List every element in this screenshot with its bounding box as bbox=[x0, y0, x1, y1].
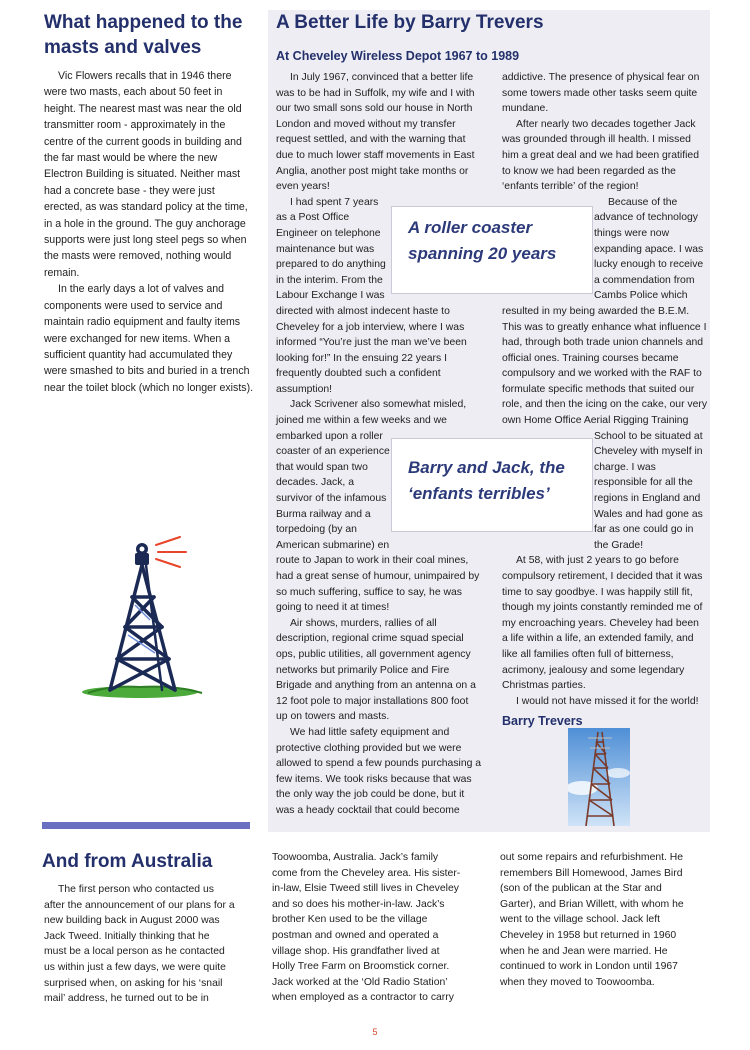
text-line: Brigade and anything from an antenna on a bbox=[276, 680, 476, 692]
text-line: Labour Exchange I was bbox=[276, 290, 385, 302]
text-line: few items. We took risks because that was bbox=[276, 773, 472, 785]
text-line: Christmas parties. bbox=[502, 680, 586, 692]
text-line: I would not have missed it for the world! bbox=[516, 695, 699, 707]
australia-column-1 bbox=[44, 882, 266, 1007]
text-line: Jack worked at the ‘Old Radio Station’ bbox=[272, 976, 448, 988]
text-line: coaster of an experience bbox=[276, 446, 390, 458]
text-line: the only way the job could be done, but it bbox=[276, 789, 465, 801]
text-line: compulsory and we worked with the RAF to bbox=[502, 368, 702, 380]
text-line: Wales and had gone as bbox=[594, 508, 703, 520]
text-line: so much suffering, suffice to say, he was bbox=[276, 586, 462, 598]
article-paragraph bbox=[502, 70, 710, 117]
text-line: us within just a few days, we were quite bbox=[44, 961, 226, 973]
text-line: charge. I was bbox=[594, 461, 656, 473]
text-line: acrimony, jealousy and some legendary bbox=[502, 664, 685, 676]
article-paragraph bbox=[502, 694, 710, 710]
article-title: A Better Life by Barry Trevers bbox=[276, 12, 544, 33]
text-line: resulted in my being awarded the B.E.M. bbox=[502, 305, 690, 317]
text-line: and so does his mother-in-law. Jack’s bbox=[272, 898, 445, 910]
text-line: remembers Bill Homewood, James Bird bbox=[500, 867, 683, 879]
text-line: new building back in August 2000 was bbox=[44, 915, 220, 927]
pull-quote-line: ‘enfants terribles’ bbox=[408, 484, 550, 503]
section-divider bbox=[42, 822, 250, 829]
text-line: come from the Cheveley area. His sister- bbox=[272, 867, 461, 879]
text-line: addictive. The presence of physical fear on bbox=[502, 72, 700, 83]
text-line: ops, public utilities, all government agency bbox=[276, 648, 471, 660]
text-line: Cheveley with myself in bbox=[594, 446, 703, 458]
text-line: torpedoing (by an bbox=[276, 524, 357, 536]
text-line: when they moved to Toowoomba. bbox=[500, 976, 655, 988]
text-line: Burma railway and a bbox=[276, 508, 371, 520]
text-line: my encroaching years. Cheveley had been bbox=[502, 617, 699, 629]
article-paragraph bbox=[502, 553, 710, 693]
text-line: Jack Tweed. Initially thinking that he bbox=[44, 930, 210, 942]
text-line: After nearly two decades together Jack bbox=[516, 118, 696, 130]
text-line: out some repairs and refurbishment. He bbox=[500, 852, 684, 863]
pull-quote-line: spanning 20 years bbox=[408, 244, 557, 263]
text-line: in-law, Elsie Tweed still lives in Cheveley bbox=[272, 883, 459, 895]
text-line: description, regional crime squad special bbox=[276, 633, 464, 645]
text-line: compulsory retirement, I decided that it was bbox=[502, 571, 703, 582]
text-line: London and moved without my transfer bbox=[276, 118, 456, 130]
text-line: far as one could go in bbox=[594, 524, 694, 536]
text-line: The first person who contacted us bbox=[58, 884, 214, 895]
article-paragraph bbox=[276, 725, 498, 819]
text-line: mail’ address, he turned out to be in bbox=[44, 993, 209, 1005]
text-line: frequently doubted such a confident bbox=[276, 368, 441, 380]
radio-mast-cartoon-icon bbox=[80, 535, 210, 705]
text-line: looking for!” In the ensuing 22 years I bbox=[276, 352, 447, 364]
masts-body bbox=[44, 68, 254, 396]
text-line: protective clothing provided but we were bbox=[276, 742, 462, 754]
text-line: Cheveley for a job interview, where I was bbox=[276, 321, 465, 333]
text-line: advance of technology bbox=[594, 212, 698, 224]
author-signature: Barry Trevers bbox=[502, 714, 583, 729]
text-line: regions in England and bbox=[594, 493, 701, 505]
text-line: in the interim. From the bbox=[276, 274, 383, 286]
text-line: maintenance but was bbox=[276, 243, 375, 255]
article-paragraph bbox=[276, 616, 498, 725]
text-line: even years! bbox=[276, 181, 330, 193]
text-line: going to need it at times! bbox=[276, 602, 390, 614]
text-line: surprised when, on asking for his ‘snail bbox=[44, 977, 223, 989]
text-line: networks but primarily Police and Fire bbox=[276, 664, 450, 676]
text-line: joined me within a few weeks and we bbox=[276, 415, 447, 427]
text-line: Holly Tree Farm on Broomstick corner. bbox=[272, 961, 450, 973]
article-paragraph bbox=[502, 117, 710, 195]
text-line: ‘enfants terrible’ of the region! bbox=[502, 181, 639, 193]
text-line: Garter), and Brian Willett, with whom he bbox=[500, 898, 684, 910]
australia-column-2 bbox=[272, 850, 494, 1006]
text-line: was to be had in Suffolk, my wife and I with bbox=[276, 87, 475, 99]
text-line: Jack Scrivener also somewhat misled, bbox=[290, 399, 467, 411]
text-line: role, and then the icing on the cake, our very bbox=[502, 399, 708, 411]
text-line: 12 foot pole to major installations 800 foot bbox=[276, 695, 469, 707]
text-line: informed “You’re just the man we’ve been bbox=[276, 337, 467, 349]
masts-title-line: What happened to the bbox=[44, 12, 243, 33]
text-line: as a Post Office bbox=[276, 212, 350, 224]
text-line: official ones. Training courses became bbox=[502, 352, 679, 364]
masts-title-line: masts and valves bbox=[44, 37, 202, 58]
text-line: had a great sense of humour, unimpaired by bbox=[276, 571, 480, 582]
text-line: American submarine) en bbox=[276, 539, 390, 551]
masts-section bbox=[44, 10, 254, 396]
australia-column-3 bbox=[500, 850, 715, 990]
text-line: Engineer on telephone bbox=[276, 227, 381, 239]
text-line: In July 1967, convinced that a better life bbox=[290, 72, 474, 83]
text-line: a life within a life, an extended family, and bbox=[502, 633, 694, 645]
text-line: time to say goodbye. I was happily still fit, bbox=[502, 586, 693, 598]
text-line: went to the village school. Jack left bbox=[500, 914, 660, 926]
text-line: the Grade! bbox=[594, 539, 644, 551]
masts-title bbox=[44, 10, 254, 60]
text-line: At 58, with just 2 years to go before bbox=[516, 555, 679, 567]
text-line: expanding apace. I was bbox=[594, 243, 704, 255]
text-line: I had spent 7 years bbox=[290, 196, 379, 208]
text-line: We had little safety equipment and bbox=[290, 726, 450, 738]
masts-paragraph: Vic Flowers recalls that in 1946 there were two masts, each about 50 feet in height. The nearest mast was near the old transmitter room - approximately in the centre of the current goods in building and the far mast would be where the new Electron Building is situated. Neither mast had a concrete base - they were just erected, as was standard policy at the time, in a hole in the ground. The guy anchorage supports were just long steel pegs so when the masts were removed, nothing would remain. bbox=[44, 70, 248, 279]
pull-quote-line: A roller coaster bbox=[408, 218, 533, 237]
text-line: assumption! bbox=[276, 383, 333, 395]
article-subtitle: At Cheveley Wireless Depot 1967 to 1989 bbox=[276, 49, 520, 63]
text-line: up on towers and masts. bbox=[276, 711, 390, 723]
text-line: request settled, and with the warning that bbox=[276, 134, 466, 146]
text-line: after the announcement of our plans for a bbox=[44, 899, 235, 911]
text-line: must be a local person as he contacted bbox=[44, 946, 225, 958]
text-line: though my joints constantly reminded me of bbox=[502, 602, 703, 614]
text-line: continued to work in London until 1967 bbox=[500, 961, 678, 973]
pull-quote-line: Barry and Jack, the bbox=[408, 458, 565, 477]
text-line: Cambs Police which bbox=[594, 290, 688, 302]
text-line: This was to greatly enhance what influence I bbox=[502, 321, 707, 333]
text-line: lucky enough to receive bbox=[594, 259, 704, 271]
text-line: a commendation from bbox=[594, 274, 695, 286]
text-line: village shop. His grandfather lived at bbox=[272, 945, 440, 957]
text-line: School to be situated at bbox=[594, 430, 703, 442]
text-line: (son of the publican at the Star and bbox=[500, 883, 662, 895]
text-line: had, through both trade union channels and bbox=[502, 337, 704, 349]
text-line: was a heady cocktail that could become bbox=[276, 804, 460, 816]
text-line: him a great deal and we had been gratified bbox=[502, 149, 699, 161]
text-line: Cheveley in 1958 but returned in 1960 bbox=[500, 929, 677, 941]
text-line: decades. Jack, a bbox=[276, 477, 354, 489]
text-line: like all families often full of bitterness, bbox=[502, 648, 674, 660]
article-column-2 bbox=[502, 70, 710, 731]
masts-paragraph: In the early days a lot of valves and components were used to service and maintain radio equipment and faulty items were exchanged for new items. When a sufficient quantity had accumulated they were smashed to bits and buried in a trench near the toilet block (which no longer exists). bbox=[44, 283, 254, 394]
text-line: own Home Office Aerial Rigging Training bbox=[502, 415, 689, 427]
text-line: our two small sons sold our house in North bbox=[276, 103, 473, 115]
pull-quote bbox=[391, 206, 593, 294]
text-line: survivor of the infamous bbox=[276, 493, 387, 505]
text-line: due to much lower staff movements in East bbox=[276, 149, 475, 161]
lattice-tower-photo-icon bbox=[568, 728, 630, 826]
text-line: directed with almost indecent haste to bbox=[276, 305, 450, 317]
text-line: Because of the bbox=[608, 196, 678, 208]
text-line: allowed to spend a few pounds purchasing a bbox=[276, 758, 482, 770]
text-line: things were now bbox=[594, 227, 670, 239]
text-line: Anglia, another post might take months or bbox=[276, 165, 469, 177]
text-line: postman and owned and operated a bbox=[272, 929, 439, 941]
text-line: that would span two bbox=[276, 461, 368, 473]
text-line: Toowoomba, Australia. Jack’s family bbox=[272, 852, 439, 863]
page-number: 5 bbox=[372, 1027, 378, 1037]
text-line: when he and Jean were married. He bbox=[500, 945, 668, 957]
text-line: to know we had been regarded as the bbox=[502, 165, 676, 177]
text-line: was grounded through ill health. I missed bbox=[502, 134, 691, 146]
text-line: mundane. bbox=[502, 103, 549, 115]
text-line: formulate specific methods that suited our bbox=[502, 383, 695, 395]
text-line: embarked upon a roller bbox=[276, 430, 383, 442]
text-line: route to Japan to work in their coal mines, bbox=[276, 555, 469, 567]
text-line: when employed as a contractor to carry bbox=[272, 992, 454, 1004]
pull-quote bbox=[391, 438, 593, 532]
text-line: brother Ken used to be the village bbox=[272, 914, 428, 926]
text-line: some towers made other tasks seem quite bbox=[502, 87, 698, 99]
text-line: responsible for all the bbox=[594, 477, 693, 489]
text-line: prepared to do anything bbox=[276, 259, 386, 271]
article-paragraph bbox=[276, 70, 498, 195]
text-line: Air shows, murders, rallies of all bbox=[290, 617, 437, 629]
australia-title: And from Australia bbox=[42, 851, 213, 872]
